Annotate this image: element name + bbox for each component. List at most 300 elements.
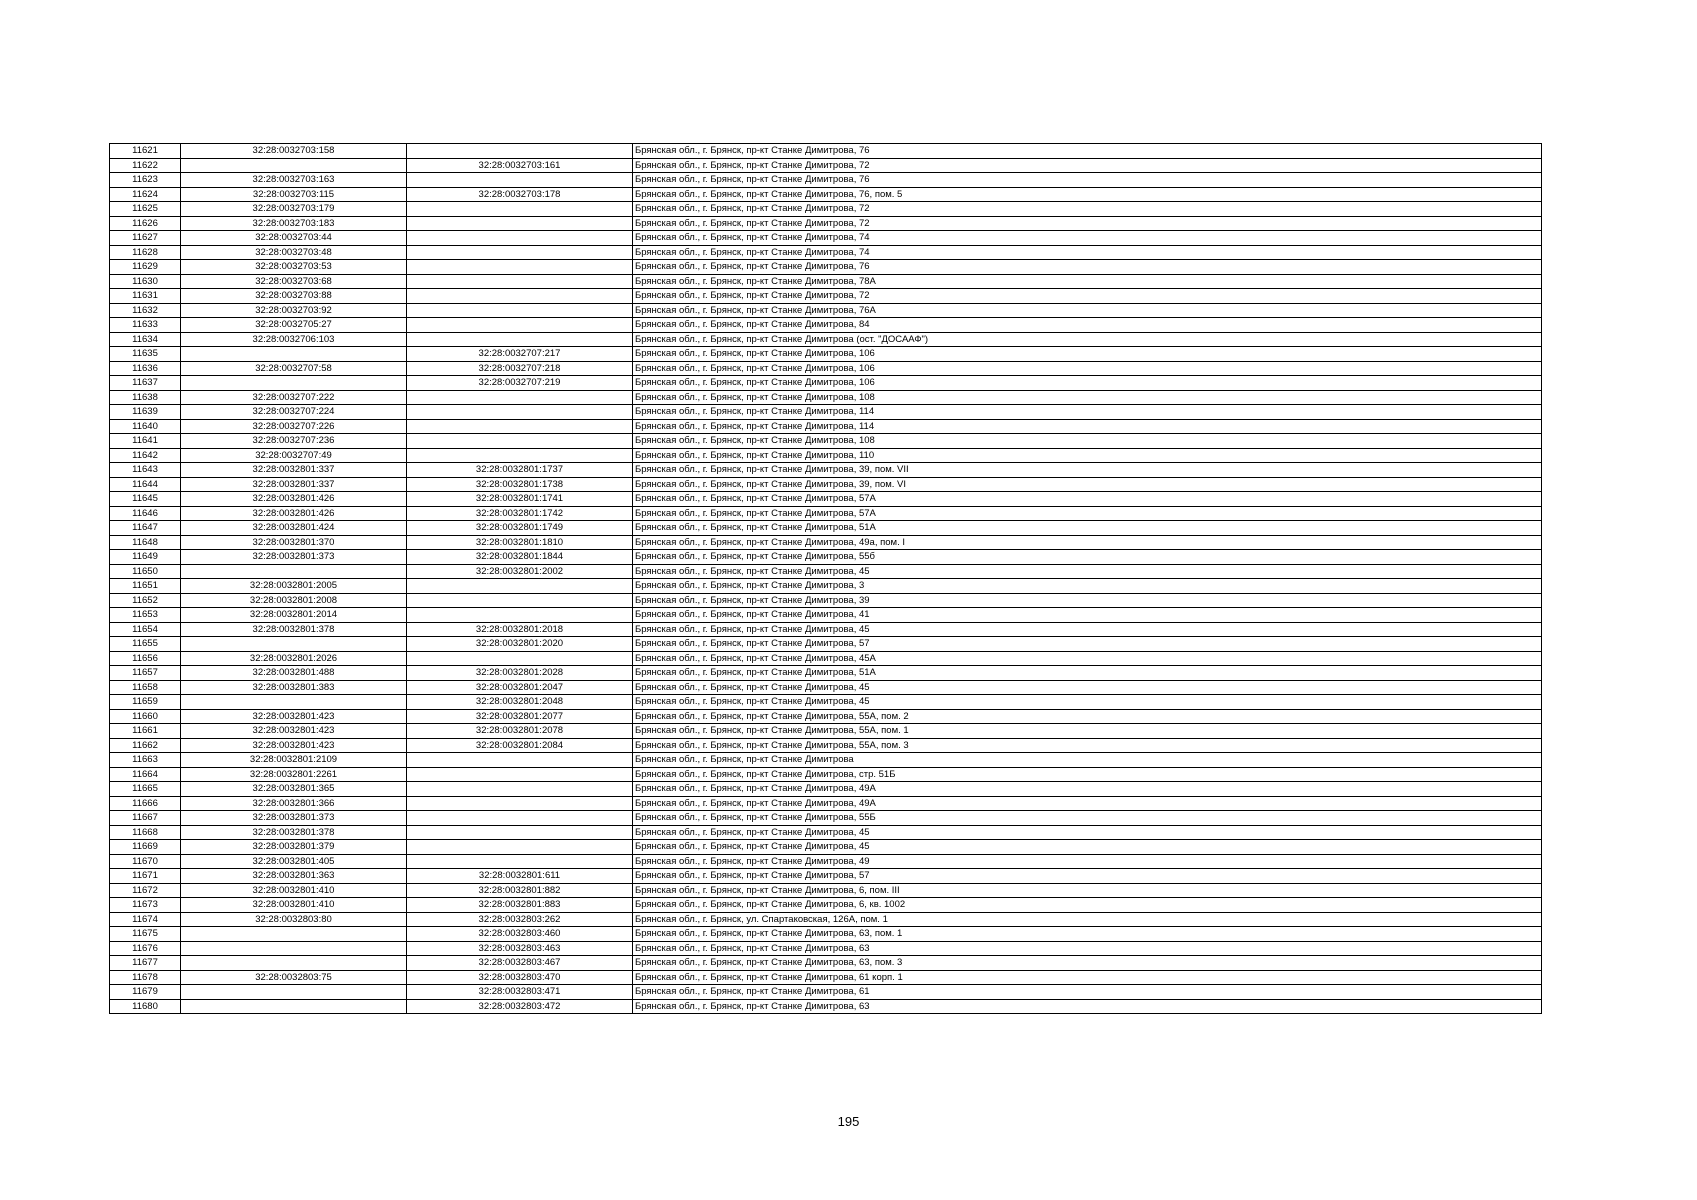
cadastral-number-cell: 32:28:0032803:80 — [181, 912, 407, 927]
cadastral-number-cell: 32:28:0032703:68 — [181, 274, 407, 289]
row-number-cell: 11629 — [110, 260, 181, 275]
cadastral-number-cell: 32:28:0032801:373 — [181, 550, 407, 565]
cadastral-number-cell — [181, 158, 407, 173]
object-cadastral-number-cell — [407, 825, 633, 840]
address-cell: Брянская обл., г. Брянск, пр-кт Станке Димитрова, 108 — [633, 434, 1542, 449]
table-row — [110, 999, 1542, 1014]
cadastral-number-cell: 32:28:0032703:115 — [181, 187, 407, 202]
cadastral-number-cell — [181, 695, 407, 710]
address-cell: Брянская обл., г. Брянск, пр-кт Станке Димитрова, 63 — [633, 941, 1542, 956]
row-number-cell: 11645 — [110, 492, 181, 507]
cadastral-number-cell — [181, 564, 407, 579]
address-cell: Брянская обл., г. Брянск, пр-кт Станке Димитрова, 57А — [633, 506, 1542, 521]
address-cell: Брянская обл., г. Брянск, пр-кт Станке Димитрова, 39, пом. VII — [633, 463, 1542, 478]
row-number-cell: 11673 — [110, 898, 181, 913]
table-row — [110, 376, 1542, 391]
table-row — [110, 941, 1542, 956]
object-cadastral-number-cell — [407, 608, 633, 623]
table-row — [110, 303, 1542, 318]
address-cell: Брянская обл., г. Брянск, пр-кт Станке Димитрова, 106 — [633, 361, 1542, 376]
object-cadastral-number-cell — [407, 289, 633, 304]
cadastral-number-cell: 32:28:0032703:158 — [181, 144, 407, 159]
cadastral-number-cell: 32:28:0032801:424 — [181, 521, 407, 536]
row-number-cell: 11669 — [110, 840, 181, 855]
object-cadastral-number-cell: 32:28:0032801:2028 — [407, 666, 633, 681]
table-row — [110, 216, 1542, 231]
address-cell: Брянская обл., г. Брянск, пр-кт Станке Димитрова, 55А, пом. 2 — [633, 709, 1542, 724]
table-row — [110, 738, 1542, 753]
address-cell: Брянская обл., г. Брянск, пр-кт Станке Димитрова, стр. 51Б — [633, 767, 1542, 782]
object-cadastral-number-cell: 32:28:0032707:218 — [407, 361, 633, 376]
cadastral-number-cell — [181, 999, 407, 1014]
object-cadastral-number-cell — [407, 144, 633, 159]
table-row — [110, 680, 1542, 695]
address-cell: Брянская обл., г. Брянск, пр-кт Станке Димитрова, 3 — [633, 579, 1542, 594]
row-number-cell: 11630 — [110, 274, 181, 289]
address-cell: Брянская обл., г. Брянск, пр-кт Станке Димитрова, 72 — [633, 216, 1542, 231]
row-number-cell: 11628 — [110, 245, 181, 260]
address-cell: Брянская обл., г. Брянск, пр-кт Станке Димитрова, 114 — [633, 419, 1542, 434]
cadastral-number-cell: 32:28:0032703:53 — [181, 260, 407, 275]
table-row — [110, 622, 1542, 637]
table-row — [110, 825, 1542, 840]
object-cadastral-number-cell — [407, 811, 633, 826]
row-number-cell: 11660 — [110, 709, 181, 724]
object-cadastral-number-cell: 32:28:0032803:467 — [407, 956, 633, 971]
address-cell: Брянская обл., г. Брянск, пр-кт Станке Димитрова — [633, 753, 1542, 768]
object-cadastral-number-cell — [407, 753, 633, 768]
row-number-cell: 11665 — [110, 782, 181, 797]
address-cell: Брянская обл., г. Брянск, пр-кт Станке Димитрова, 61 корп. 1 — [633, 970, 1542, 985]
address-cell: Брянская обл., г. Брянск, пр-кт Станке Димитрова, 55А, пом. 1 — [633, 724, 1542, 739]
address-cell: Брянская обл., г. Брянск, пр-кт Станке Димитрова, 45 — [633, 695, 1542, 710]
table-row — [110, 434, 1542, 449]
cadastral-number-cell: 32:28:0032801:366 — [181, 796, 407, 811]
row-number-cell: 11644 — [110, 477, 181, 492]
cadastral-number-cell: 32:28:0032801:383 — [181, 680, 407, 695]
object-cadastral-number-cell — [407, 767, 633, 782]
address-cell: Брянская обл., г. Брянск, пр-кт Станке Димитрова, 45 — [633, 622, 1542, 637]
row-number-cell: 11675 — [110, 927, 181, 942]
address-cell: Брянская обл., г. Брянск, пр-кт Станке Димитрова, 72 — [633, 289, 1542, 304]
cadastral-number-cell: 32:28:0032707:49 — [181, 448, 407, 463]
row-number-cell: 11674 — [110, 912, 181, 927]
object-cadastral-number-cell: 32:28:0032801:2048 — [407, 695, 633, 710]
row-number-cell: 11677 — [110, 956, 181, 971]
cadastral-number-cell — [181, 347, 407, 362]
table-row — [110, 289, 1542, 304]
table-row — [110, 709, 1542, 724]
table-row — [110, 753, 1542, 768]
table-row — [110, 854, 1542, 869]
page-number: 195 — [837, 1114, 860, 1129]
object-cadastral-number-cell — [407, 390, 633, 405]
cadastral-number-cell: 32:28:0032801:426 — [181, 506, 407, 521]
table-row — [110, 883, 1542, 898]
table-row — [110, 448, 1542, 463]
cadastral-number-cell: 32:28:0032803:75 — [181, 970, 407, 985]
cadastral-number-cell: 32:28:0032801:363 — [181, 869, 407, 884]
cadastral-number-cell: 32:28:0032703:179 — [181, 202, 407, 217]
cadastral-number-cell — [181, 376, 407, 391]
object-cadastral-number-cell — [407, 173, 633, 188]
row-number-cell: 11632 — [110, 303, 181, 318]
object-cadastral-number-cell: 32:28:0032801:1738 — [407, 477, 633, 492]
object-cadastral-number-cell: 32:28:0032707:219 — [407, 376, 633, 391]
table-row — [110, 579, 1542, 594]
address-cell: Брянская обл., г. Брянск, пр-кт Станке Димитрова, 84 — [633, 318, 1542, 333]
object-cadastral-number-cell: 32:28:0032801:1741 — [407, 492, 633, 507]
row-number-cell: 11643 — [110, 463, 181, 478]
object-cadastral-number-cell: 32:28:0032801:2020 — [407, 637, 633, 652]
row-number-cell: 11640 — [110, 419, 181, 434]
address-cell: Брянская обл., г. Брянск, пр-кт Станке Димитрова, 63 — [633, 999, 1542, 1014]
row-number-cell: 11621 — [110, 144, 181, 159]
address-cell: Брянская обл., г. Брянск, пр-кт Станке Димитрова, 72 — [633, 158, 1542, 173]
table-row — [110, 506, 1542, 521]
address-cell: Брянская обл., г. Брянск, пр-кт Станке Димитрова, 41 — [633, 608, 1542, 623]
object-cadastral-number-cell: 32:28:0032703:161 — [407, 158, 633, 173]
table-row — [110, 274, 1542, 289]
row-number-cell: 11622 — [110, 158, 181, 173]
table-row — [110, 245, 1542, 260]
object-cadastral-number-cell — [407, 332, 633, 347]
object-cadastral-number-cell: 32:28:0032801:2047 — [407, 680, 633, 695]
table-row — [110, 985, 1542, 1000]
cadastral-number-cell: 32:28:0032703:163 — [181, 173, 407, 188]
table-row — [110, 840, 1542, 855]
address-cell: Брянская обл., г. Брянск, пр-кт Станке Димитрова, 55Б — [633, 811, 1542, 826]
row-number-cell: 11668 — [110, 825, 181, 840]
address-cell: Брянская обл., г. Брянск, пр-кт Станке Димитрова, 76 — [633, 260, 1542, 275]
row-number-cell: 11654 — [110, 622, 181, 637]
row-number-cell: 11642 — [110, 448, 181, 463]
row-number-cell: 11655 — [110, 637, 181, 652]
address-cell: Брянская обл., г. Брянск, пр-кт Станке Димитрова, 76 — [633, 173, 1542, 188]
object-cadastral-number-cell: 32:28:0032803:472 — [407, 999, 633, 1014]
address-cell: Брянская обл., г. Брянск, пр-кт Станке Димитрова, 39 — [633, 593, 1542, 608]
address-cell: Брянская обл., г. Брянск, пр-кт Станке Димитрова, 45 — [633, 564, 1542, 579]
row-number-cell: 11658 — [110, 680, 181, 695]
table-row — [110, 144, 1542, 159]
address-cell: Брянская обл., г. Брянск, пр-кт Станке Димитрова, 55б — [633, 550, 1542, 565]
row-number-cell: 11650 — [110, 564, 181, 579]
address-cell: Брянская обл., г. Брянск, пр-кт Станке Димитрова, 39, пом. VI — [633, 477, 1542, 492]
address-cell: Брянская обл., г. Брянск, пр-кт Станке Димитрова, 72 — [633, 202, 1542, 217]
cadastral-number-cell: 32:28:0032801:373 — [181, 811, 407, 826]
cadastral-number-cell: 32:28:0032801:2005 — [181, 579, 407, 594]
table-row — [110, 608, 1542, 623]
address-cell: Брянская обл., г. Брянск, пр-кт Станке Димитрова, 6, кв. 1002 — [633, 898, 1542, 913]
object-cadastral-number-cell — [407, 216, 633, 231]
cadastral-number-cell: 32:28:0032801:2261 — [181, 767, 407, 782]
cadastral-number-cell: 32:28:0032801:488 — [181, 666, 407, 681]
table-row — [110, 390, 1542, 405]
cadastral-number-cell: 32:28:0032801:379 — [181, 840, 407, 855]
table-row — [110, 477, 1542, 492]
address-cell: Брянская обл., г. Брянск, пр-кт Станке Димитрова, 114 — [633, 405, 1542, 420]
cadastral-number-cell — [181, 985, 407, 1000]
cadastral-number-cell: 32:28:0032707:224 — [181, 405, 407, 420]
cadastral-number-cell: 32:28:0032703:48 — [181, 245, 407, 260]
cadastral-number-cell: 32:28:0032801:337 — [181, 477, 407, 492]
object-cadastral-number-cell: 32:28:0032707:217 — [407, 347, 633, 362]
table-row — [110, 158, 1542, 173]
cadastral-number-cell: 32:28:0032801:2026 — [181, 651, 407, 666]
cadastral-number-cell: 32:28:0032801:405 — [181, 854, 407, 869]
address-cell: Брянская обл., г. Брянск, пр-кт Станке Димитрова, 51А — [633, 521, 1542, 536]
cadastral-number-cell: 32:28:0032706:103 — [181, 332, 407, 347]
table-row — [110, 463, 1542, 478]
address-cell: Брянская обл., г. Брянск, пр-кт Станке Димитрова, 51А — [633, 666, 1542, 681]
cadastral-number-cell: 32:28:0032801:378 — [181, 622, 407, 637]
cadastral-number-cell: 32:28:0032801:423 — [181, 724, 407, 739]
table-row — [110, 593, 1542, 608]
table-row — [110, 970, 1542, 985]
object-cadastral-number-cell: 32:28:0032803:460 — [407, 927, 633, 942]
table-row — [110, 535, 1542, 550]
object-cadastral-number-cell: 32:28:0032801:611 — [407, 869, 633, 884]
row-number-cell: 11663 — [110, 753, 181, 768]
row-number-cell: 11657 — [110, 666, 181, 681]
table-row — [110, 521, 1542, 536]
table-row — [110, 332, 1542, 347]
table-row — [110, 550, 1542, 565]
table-row — [110, 666, 1542, 681]
object-cadastral-number-cell — [407, 274, 633, 289]
object-cadastral-number-cell — [407, 579, 633, 594]
row-number-cell: 11662 — [110, 738, 181, 753]
address-cell: Брянская обл., г. Брянск, пр-кт Станке Димитрова, 76, пом. 5 — [633, 187, 1542, 202]
address-cell: Брянская обл., г. Брянск, пр-кт Станке Димитрова, 6, пом. III — [633, 883, 1542, 898]
object-cadastral-number-cell — [407, 651, 633, 666]
cadastral-number-cell: 32:28:0032801:337 — [181, 463, 407, 478]
cadastral-number-cell — [181, 941, 407, 956]
object-cadastral-number-cell — [407, 840, 633, 855]
row-number-cell: 11627 — [110, 231, 181, 246]
row-number-cell: 11651 — [110, 579, 181, 594]
object-cadastral-number-cell — [407, 796, 633, 811]
address-cell: Брянская обл., г. Брянск, пр-кт Станке Димитрова, 49а, пом. I — [633, 535, 1542, 550]
address-cell: Брянская обл., г. Брянск, пр-кт Станке Димитрова, 63, пом. 1 — [633, 927, 1542, 942]
address-cell: Брянская обл., г. Брянск, пр-кт Станке Димитрова, 49А — [633, 796, 1542, 811]
cadastral-number-cell: 32:28:0032801:2008 — [181, 593, 407, 608]
table-row — [110, 564, 1542, 579]
object-cadastral-number-cell: 32:28:0032801:1737 — [407, 463, 633, 478]
cadastral-number-cell: 32:28:0032707:222 — [181, 390, 407, 405]
table-row — [110, 492, 1542, 507]
address-cell: Брянская обл., г. Брянск, пр-кт Станке Димитрова, 61 — [633, 985, 1542, 1000]
object-cadastral-number-cell: 32:28:0032803:470 — [407, 970, 633, 985]
row-number-cell: 11634 — [110, 332, 181, 347]
address-cell: Брянская обл., г. Брянск, пр-кт Станке Димитрова, 106 — [633, 376, 1542, 391]
row-number-cell: 11671 — [110, 869, 181, 884]
row-number-cell: 11639 — [110, 405, 181, 420]
row-number-cell: 11641 — [110, 434, 181, 449]
address-cell: Брянская обл., г. Брянск, пр-кт Станке Димитрова, 57 — [633, 637, 1542, 652]
cadastral-number-cell — [181, 956, 407, 971]
address-cell: Брянская обл., г. Брянск, пр-кт Станке Димитрова, 78А — [633, 274, 1542, 289]
table-row — [110, 695, 1542, 710]
table-row — [110, 724, 1542, 739]
address-cell: Брянская обл., г. Брянск, пр-кт Станке Димитрова, 55А, пом. 3 — [633, 738, 1542, 753]
table-row — [110, 927, 1542, 942]
cadastral-number-cell: 32:28:0032703:88 — [181, 289, 407, 304]
object-cadastral-number-cell: 32:28:0032801:1742 — [407, 506, 633, 521]
table-row — [110, 361, 1542, 376]
row-number-cell: 11678 — [110, 970, 181, 985]
table-row — [110, 260, 1542, 275]
table-row — [110, 782, 1542, 797]
table-row — [110, 869, 1542, 884]
object-cadastral-number-cell — [407, 448, 633, 463]
object-cadastral-number-cell: 32:28:0032801:883 — [407, 898, 633, 913]
cadastral-number-cell — [181, 637, 407, 652]
object-cadastral-number-cell — [407, 303, 633, 318]
address-cell: Брянская обл., г. Брянск, ул. Спартаковская, 126А, пом. 1 — [633, 912, 1542, 927]
table-row — [110, 405, 1542, 420]
object-cadastral-number-cell — [407, 202, 633, 217]
row-number-cell: 11635 — [110, 347, 181, 362]
cadastral-number-cell: 32:28:0032801:365 — [181, 782, 407, 797]
cadastral-number-cell: 32:28:0032801:423 — [181, 709, 407, 724]
address-cell: Брянская обл., г. Брянск, пр-кт Станке Димитрова, 63, пом. 3 — [633, 956, 1542, 971]
address-cell: Брянская обл., г. Брянск, пр-кт Станке Димитрова, 57 — [633, 869, 1542, 884]
address-cell: Брянская обл., г. Брянск, пр-кт Станке Димитрова, 49А — [633, 782, 1542, 797]
cadastral-number-cell: 32:28:0032705:27 — [181, 318, 407, 333]
row-number-cell: 11626 — [110, 216, 181, 231]
cadastral-number-cell: 32:28:0032707:226 — [181, 419, 407, 434]
object-cadastral-number-cell: 32:28:0032801:882 — [407, 883, 633, 898]
cadastral-number-cell — [181, 927, 407, 942]
address-cell: Брянская обл., г. Брянск, пр-кт Станке Димитрова, 45 — [633, 840, 1542, 855]
cadastral-number-cell: 32:28:0032801:370 — [181, 535, 407, 550]
object-cadastral-number-cell: 32:28:0032801:2077 — [407, 709, 633, 724]
object-cadastral-number-cell: 32:28:0032703:178 — [407, 187, 633, 202]
table-row — [110, 202, 1542, 217]
row-number-cell: 11672 — [110, 883, 181, 898]
cadastral-number-cell: 32:28:0032801:378 — [181, 825, 407, 840]
table-row — [110, 811, 1542, 826]
object-cadastral-number-cell: 32:28:0032801:1749 — [407, 521, 633, 536]
row-number-cell: 11631 — [110, 289, 181, 304]
object-cadastral-number-cell: 32:28:0032801:2078 — [407, 724, 633, 739]
row-number-cell: 11652 — [110, 593, 181, 608]
cadastral-number-cell: 32:28:0032707:236 — [181, 434, 407, 449]
address-cell: Брянская обл., г. Брянск, пр-кт Станке Димитрова, 45 — [633, 825, 1542, 840]
address-cell: Брянская обл., г. Брянск, пр-кт Станке Димитрова, 106 — [633, 347, 1542, 362]
object-cadastral-number-cell: 32:28:0032803:262 — [407, 912, 633, 927]
object-cadastral-number-cell: 32:28:0032803:463 — [407, 941, 633, 956]
object-cadastral-number-cell: 32:28:0032801:2002 — [407, 564, 633, 579]
object-cadastral-number-cell — [407, 318, 633, 333]
address-cell: Брянская обл., г. Брянск, пр-кт Станке Димитрова, 45 — [633, 680, 1542, 695]
row-number-cell: 11667 — [110, 811, 181, 826]
row-number-cell: 11659 — [110, 695, 181, 710]
cadastral-number-cell: 32:28:0032801:410 — [181, 883, 407, 898]
row-number-cell: 11679 — [110, 985, 181, 1000]
cadastral-number-cell: 32:28:0032801:2014 — [181, 608, 407, 623]
row-number-cell: 11647 — [110, 521, 181, 536]
table-row — [110, 651, 1542, 666]
address-cell: Брянская обл., г. Брянск, пр-кт Станке Димитрова, 108 — [633, 390, 1542, 405]
row-number-cell: 11653 — [110, 608, 181, 623]
address-cell: Брянская обл., г. Брянск, пр-кт Станке Димитрова (ост. "ДОСААФ") — [633, 332, 1542, 347]
table-row — [110, 796, 1542, 811]
object-cadastral-number-cell — [407, 231, 633, 246]
row-number-cell: 11646 — [110, 506, 181, 521]
row-number-cell: 11649 — [110, 550, 181, 565]
address-cell: Брянская обл., г. Брянск, пр-кт Станке Димитрова, 76 — [633, 144, 1542, 159]
cadastral-number-cell: 32:28:0032703:183 — [181, 216, 407, 231]
address-cell: Брянская обл., г. Брянск, пр-кт Станке Димитрова, 49 — [633, 854, 1542, 869]
row-number-cell: 11670 — [110, 854, 181, 869]
cadastral-number-cell: 32:28:0032703:44 — [181, 231, 407, 246]
row-number-cell: 11661 — [110, 724, 181, 739]
object-cadastral-number-cell — [407, 419, 633, 434]
cadastral-number-cell: 32:28:0032801:426 — [181, 492, 407, 507]
row-number-cell: 11656 — [110, 651, 181, 666]
table-row — [110, 956, 1542, 971]
object-cadastral-number-cell: 32:28:0032801:2018 — [407, 622, 633, 637]
cadastral-number-cell: 32:28:0032801:410 — [181, 898, 407, 913]
table-row — [110, 767, 1542, 782]
table-body — [110, 144, 1542, 1014]
object-cadastral-number-cell — [407, 260, 633, 275]
row-number-cell: 11664 — [110, 767, 181, 782]
address-cell: Брянская обл., г. Брянск, пр-кт Станке Димитрова, 76А — [633, 303, 1542, 318]
table-row — [110, 898, 1542, 913]
object-cadastral-number-cell: 32:28:0032801:1844 — [407, 550, 633, 565]
table-row — [110, 318, 1542, 333]
table-row — [110, 173, 1542, 188]
row-number-cell: 11637 — [110, 376, 181, 391]
table-row — [110, 347, 1542, 362]
object-cadastral-number-cell: 32:28:0032801:1810 — [407, 535, 633, 550]
object-cadastral-number-cell — [407, 245, 633, 260]
address-cell: Брянская обл., г. Брянск, пр-кт Станке Димитрова, 110 — [633, 448, 1542, 463]
cadastral-number-cell: 32:28:0032707:58 — [181, 361, 407, 376]
row-number-cell: 11636 — [110, 361, 181, 376]
object-cadastral-number-cell: 32:28:0032803:471 — [407, 985, 633, 1000]
registry-table — [109, 143, 1542, 1014]
row-number-cell: 11666 — [110, 796, 181, 811]
row-number-cell: 11680 — [110, 999, 181, 1014]
address-cell: Брянская обл., г. Брянск, пр-кт Станке Димитрова, 74 — [633, 231, 1542, 246]
cadastral-number-cell: 32:28:0032703:92 — [181, 303, 407, 318]
object-cadastral-number-cell — [407, 854, 633, 869]
cadastral-number-cell: 32:28:0032801:2109 — [181, 753, 407, 768]
object-cadastral-number-cell — [407, 434, 633, 449]
object-cadastral-number-cell — [407, 782, 633, 797]
object-cadastral-number-cell: 32:28:0032801:2084 — [407, 738, 633, 753]
table-row — [110, 231, 1542, 246]
address-cell: Брянская обл., г. Брянск, пр-кт Станке Димитрова, 45А — [633, 651, 1542, 666]
table-row — [110, 419, 1542, 434]
row-number-cell: 11638 — [110, 390, 181, 405]
address-cell: Брянская обл., г. Брянск, пр-кт Станке Димитрова, 57А — [633, 492, 1542, 507]
row-number-cell: 11633 — [110, 318, 181, 333]
table-row — [110, 187, 1542, 202]
table-row — [110, 912, 1542, 927]
object-cadastral-number-cell — [407, 593, 633, 608]
address-cell: Брянская обл., г. Брянск, пр-кт Станке Димитрова, 74 — [633, 245, 1542, 260]
row-number-cell: 11623 — [110, 173, 181, 188]
table-row — [110, 637, 1542, 652]
object-cadastral-number-cell — [407, 405, 633, 420]
cadastral-number-cell: 32:28:0032801:423 — [181, 738, 407, 753]
row-number-cell: 11676 — [110, 941, 181, 956]
